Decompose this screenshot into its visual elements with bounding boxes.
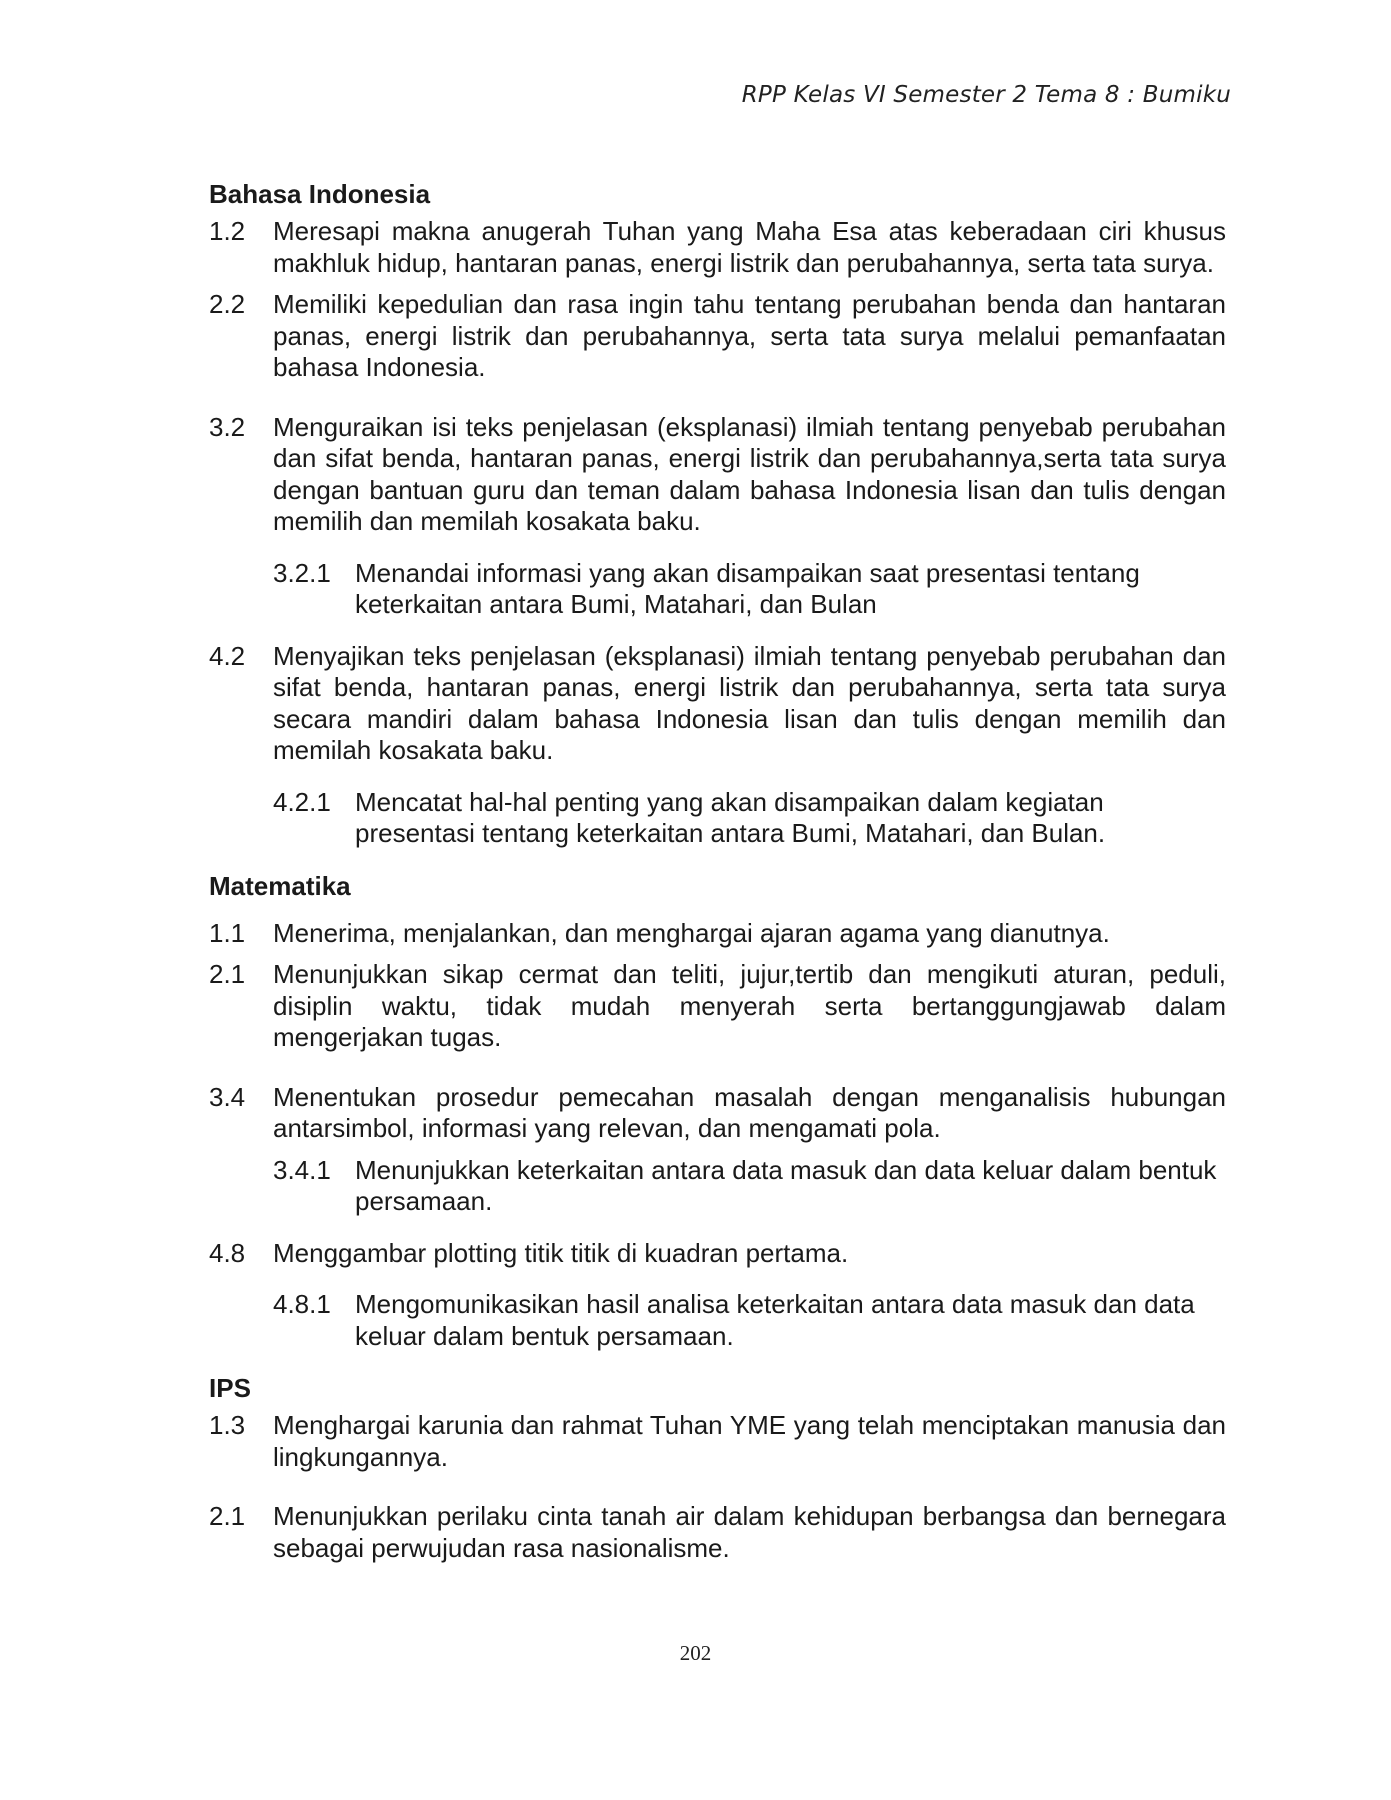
item-number: 4.8 [209, 1237, 246, 1268]
section-title-matematika: Matematika [209, 870, 351, 901]
item-number: 2.1 [209, 1501, 246, 1531]
item-text: Menghargai karunia dan rahmat Tuhan YME yang telah menciptakan manusia dan lingkungannya. [273, 1410, 1226, 1472]
indicator-number: 4.8.1 [273, 1289, 331, 1319]
document-body [209, 178, 1226, 1574]
item-text: Menerima, menjalankan, dan menghargai ajaran agama yang dianutnya. [273, 917, 1110, 948]
item-text: Menguraikan isi teks penjelasan (eksplanasi) ilmiah tentang penyebab perubahan dan sifat benda, hantaran panas, energi listrik dan perubahannya,serta tata surya dengan bantuan guru dan teman dalam bahasa Indonesia lisan dan tulis dengan memilih dan memilah kosakata baku. [273, 411, 1226, 536]
page-number: 202 [679, 1641, 712, 1665]
indicator-number: 4.2.1 [273, 786, 331, 817]
competency-item [209, 959, 1226, 1054]
indicator-number: 3.4.1 [273, 1154, 331, 1185]
indicator-number: 3.2.1 [273, 557, 331, 588]
item-number: 1.2 [209, 216, 246, 246]
item-number: 3.4 [209, 1081, 246, 1112]
item-text: Memiliki kepedulian dan rasa ingin tahu tentang perubahan benda dan hantaran panas, energi listrik dan perubahannya, serta tata surya melalui pemanfaatan bahasa Indonesia. [273, 289, 1226, 382]
item-text: Menyajikan teks penjelasan (eksplanasi) ilmiah tentang penyebab perubahan dan sifat benda, hantaran panas, energi listrik dan perubahannya, serta tata surya secara mandiri dalam bahasa Indonesia lisan dan tulis dengan memilih dan memilah kosakata baku. [273, 640, 1226, 765]
competency-item [209, 641, 1226, 767]
item-number: 1.3 [209, 1410, 246, 1440]
competency-item [209, 1501, 1226, 1564]
item-number: 2.2 [209, 289, 246, 319]
indicator-text: Menandai informasi yang akan disampaikan saat presentasi tentang keterkaitan antara Bumi, Matahari, dan Bulan [355, 557, 1140, 619]
indicator-item [273, 787, 1226, 850]
competency-item [209, 216, 1226, 279]
item-text: Menggambar plotting titik titik di kuadran pertama. [273, 1237, 849, 1268]
competency-item [209, 1238, 1226, 1270]
indicator-text: Menunjukkan keterkaitan antara data masuk dan data keluar dalam bentuk persamaan. [355, 1154, 1217, 1216]
item-text: Meresapi makna anugerah Tuhan yang Maha Esa atas keberadaan ciri khusus makhluk hidup, hantaran panas, energi listrik dan perubahannya, serta tata surya. [273, 216, 1226, 278]
indicator-text: Mengomunikasikan hasil analisa keterkaitan antara data masuk dan data keluar dalam bentuk persamaan. [355, 1289, 1195, 1351]
competency-item [209, 412, 1226, 538]
indicator-item [273, 1289, 1226, 1352]
competency-item [209, 1410, 1226, 1473]
item-number: 4.2 [209, 640, 246, 671]
section-title-bahasa-indonesia: Bahasa Indonesia [209, 179, 431, 209]
item-number: 1.1 [209, 917, 246, 948]
section-title-ips: IPS [209, 1373, 251, 1403]
item-text: Menentukan prosedur pemecahan masalah dengan menganalisis hubungan antarsimbol, informasi yang relevan, dan mengamati pola. [273, 1081, 1226, 1143]
indicator-text: Mencatat hal-hal penting yang akan disampaikan dalam kegiatan presentasi tentang keterkaitan antara Bumi, Matahari, dan Bulan. [355, 786, 1106, 848]
item-text: Menunjukkan perilaku cinta tanah air dalam kehidupan berbangsa dan bernegara sebagai perwujudan rasa nasionalisme. [273, 1501, 1226, 1563]
running-header: RPP Kelas VI Semester 2 Tema 8 : Bumiku [741, 82, 1231, 108]
competency-item [209, 1082, 1226, 1145]
competency-item [209, 289, 1226, 384]
item-number: 3.2 [209, 411, 246, 442]
indicator-item [273, 1155, 1226, 1218]
indicator-item [273, 558, 1226, 621]
item-number: 2.1 [209, 959, 246, 989]
competency-item [209, 918, 1226, 950]
item-text: Menunjukkan sikap cermat dan teliti, jujur,tertib dan mengikuti aturan, peduli, disiplin waktu, tidak mudah menyerah serta bertanggungjawab dalam mengerjakan tugas. [273, 959, 1226, 1052]
